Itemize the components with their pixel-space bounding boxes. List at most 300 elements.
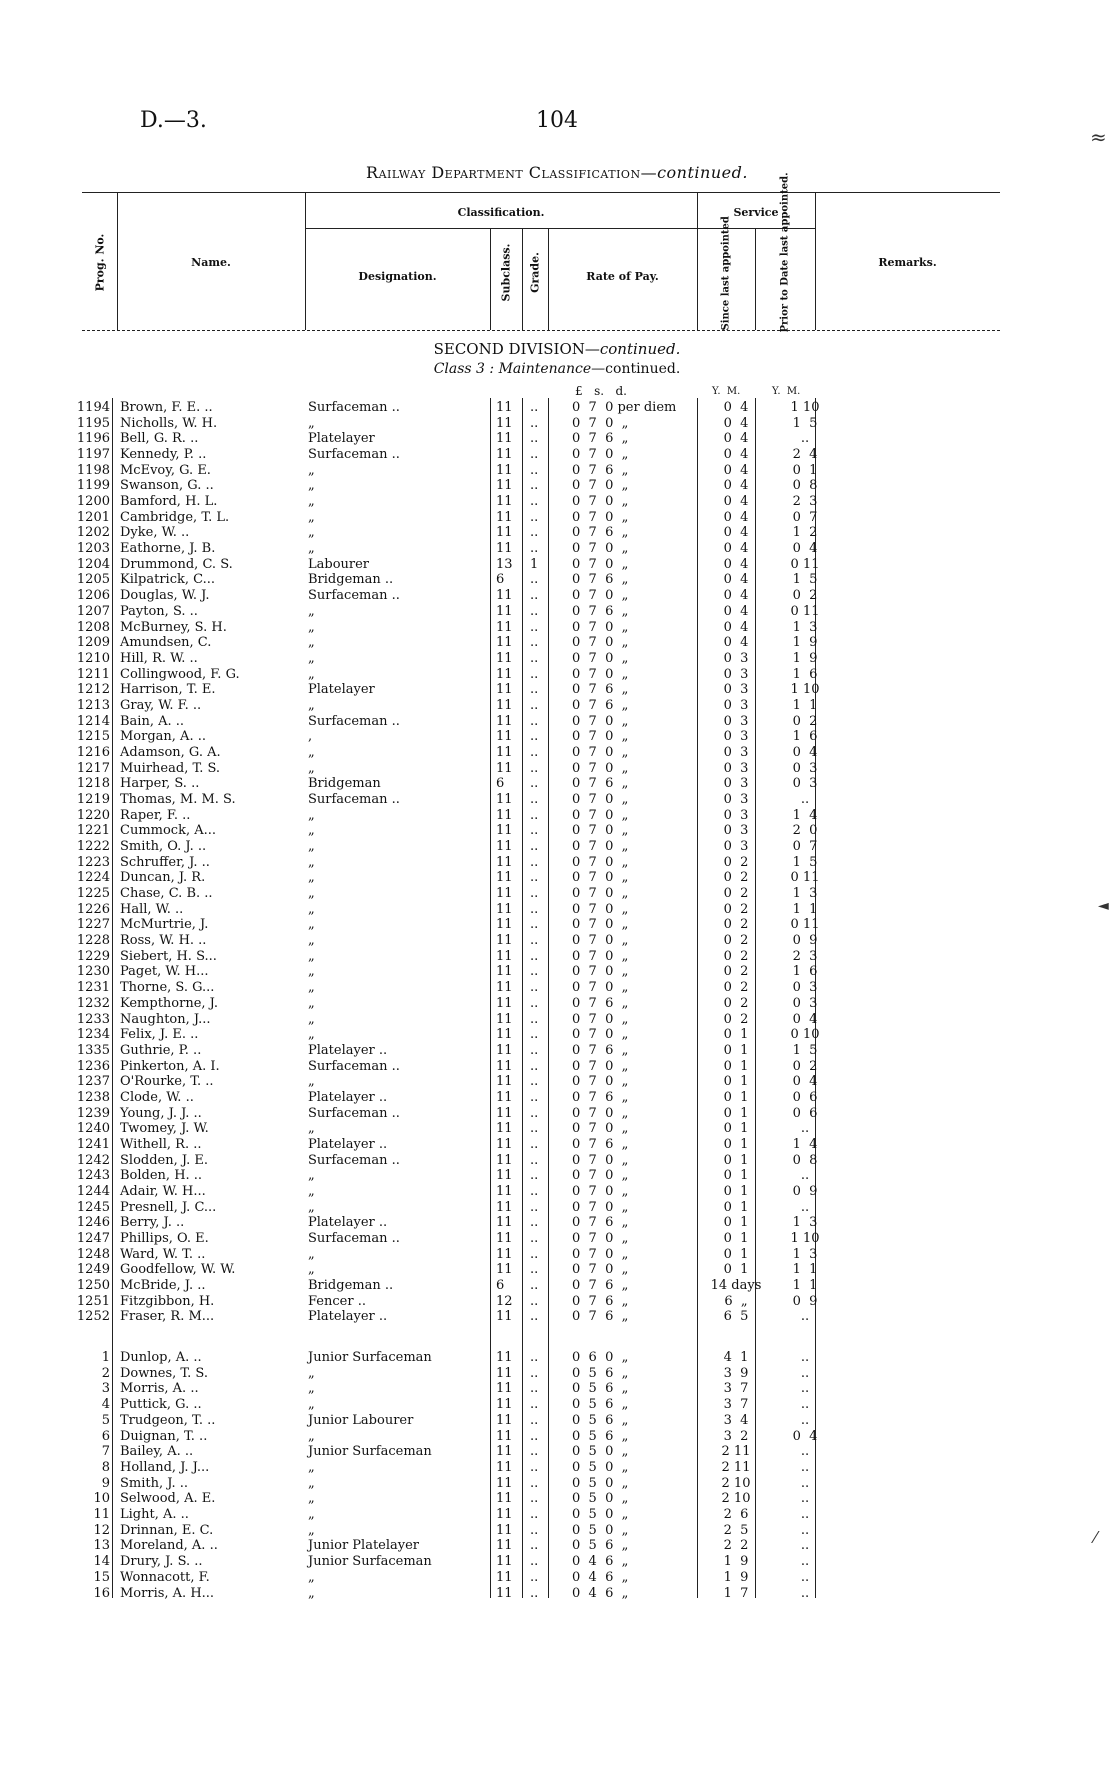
cell-subclass: 11 (496, 541, 513, 557)
table-row (0, 1247, 1114, 1262)
cell-prog-no: 1246 (76, 1215, 110, 1231)
cell-service-since: 1 9 (723, 1569, 749, 1585)
cell-subclass: 11 (496, 1491, 513, 1507)
cell-prog-no: 1232 (76, 995, 110, 1011)
cell-subclass: 11 (496, 792, 513, 807)
cell-designation: „ (308, 1027, 315, 1043)
cell-rate-of-pay: 0 7 0 „ (572, 447, 629, 463)
cell-prog-no: 16 (93, 1585, 110, 1601)
table-row (0, 478, 1114, 493)
cell-designation: „ (308, 1475, 315, 1491)
cell-service-since: 0 4 (723, 415, 749, 431)
cell-service-since: 0 4 (723, 525, 749, 541)
table-row (0, 980, 1114, 995)
classification-rule (305, 228, 697, 229)
cell-name: Goodfellow, W. W. (120, 1262, 236, 1278)
cell-rate-of-pay: 0 7 0 „ (572, 933, 629, 949)
cell-service-since: 0 1 (723, 1262, 749, 1278)
cell-prog-no: 1220 (76, 807, 110, 823)
cell-rate-of-pay: 0 7 6 „ (572, 603, 629, 619)
cell-prog-no: 1238 (76, 1089, 110, 1105)
cell-service-prior: .. (800, 431, 810, 447)
cell-designation: Junior Surfaceman (308, 1554, 432, 1570)
cell-subclass: 11 (496, 1027, 513, 1043)
cell-rate-of-pay: 0 7 0 „ (572, 729, 629, 745)
cell-service-since: 0 1 (723, 1074, 749, 1090)
cell-name: Berry, J. .. (120, 1215, 185, 1231)
cell-grade: .. (530, 1278, 539, 1294)
cell-rate-of-pay: 0 7 0 „ (572, 1199, 629, 1215)
cell-rate-of-pay: 0 5 0 „ (572, 1459, 629, 1475)
cell-rate-of-pay: 0 7 0 „ (572, 478, 629, 494)
cell-grade: .. (530, 1152, 539, 1168)
cell-service-since: 2 2 (723, 1538, 749, 1554)
cell-service-prior: 1 5 (792, 1042, 818, 1058)
cell-service-prior: 0 3 (792, 776, 818, 792)
cell-designation: Junior Surfaceman (308, 1444, 432, 1460)
cell-designation: „ (308, 1168, 315, 1184)
table-row (0, 1215, 1114, 1230)
cell-rate-of-pay: 0 7 0 „ (572, 415, 629, 431)
table-row (0, 635, 1114, 650)
title-main: Railway Department Classification— (366, 163, 658, 182)
cell-name: Wonnacott, F. (120, 1569, 210, 1585)
cell-designation: „ (308, 1381, 315, 1397)
cell-subclass: 11 (496, 933, 513, 949)
cell-designation: Labourer (308, 556, 370, 572)
cell-designation: „ (308, 980, 315, 996)
cell-rate-of-pay: 0 7 6 „ (572, 525, 629, 541)
cell-name: Cummock, A... (120, 823, 217, 839)
cell-subclass: 11 (496, 494, 513, 510)
cell-service-prior: 1 4 (792, 807, 818, 823)
cell-service-prior: 1 4 (792, 1136, 818, 1152)
cell-name: Morgan, A. .. (120, 729, 206, 745)
cell-prog-no: 1216 (76, 744, 110, 760)
cell-name: Amundsen, C. (120, 635, 212, 651)
cell-service-prior: 1 6 (792, 964, 818, 980)
cell-grade: .. (530, 682, 539, 698)
table-row (0, 1366, 1114, 1381)
cell-grade: .. (530, 650, 539, 666)
cell-service-since: 1 9 (723, 1554, 749, 1570)
cell-rate-of-pay: 0 7 0 „ (572, 807, 629, 823)
cell-rate-of-pay: 0 7 0 „ (572, 854, 629, 870)
cell-designation: Surfaceman .. (308, 1152, 400, 1168)
table-row (0, 651, 1114, 666)
cell-designation: „ (308, 886, 315, 902)
cell-subclass: 11 (496, 729, 513, 745)
cell-subclass: 11 (496, 447, 513, 463)
cell-name: Selwood, A. E. (120, 1491, 216, 1507)
cell-prog-no: 1 (101, 1350, 110, 1365)
cell-grade: .. (530, 807, 539, 823)
cell-designation: „ (308, 1246, 315, 1262)
cell-service-since: 0 1 (723, 1105, 749, 1121)
table-row (0, 1074, 1114, 1089)
cell-name: Fraser, R. M... (120, 1309, 215, 1325)
cell-service-prior: 0 7 (792, 509, 818, 525)
table-row (0, 1309, 1114, 1324)
cell-service-since: 0 1 (723, 1058, 749, 1074)
cell-grade: .. (530, 1262, 539, 1278)
cell-rate-of-pay: 0 7 6 „ (572, 1042, 629, 1058)
cell-name: Holland, J. J... (120, 1459, 210, 1475)
cell-designation: „ (308, 744, 315, 760)
cell-service-prior: 1 10 (790, 682, 820, 698)
cell-rate-of-pay: 0 7 6 „ (572, 1278, 629, 1294)
page-title (0, 163, 1114, 182)
cell-service-prior: 0 9 (792, 1184, 818, 1199)
table-row (0, 776, 1114, 791)
cell-service-since: 0 4 (723, 400, 749, 415)
header-top-rule (82, 192, 1000, 193)
cell-designation: Junior Surfaceman (308, 1350, 432, 1365)
cell-name: Harrison, T. E. (120, 682, 216, 698)
cell-service-prior: 0 9 (792, 1293, 818, 1309)
cell-designation: „ (308, 901, 315, 917)
cell-rate-of-pay: 0 5 0 „ (572, 1475, 629, 1491)
cell-name: Phillips, O. E. (120, 1231, 209, 1247)
cell-rate-of-pay: 0 7 6 „ (572, 1293, 629, 1309)
cell-service-prior: 0 7 (792, 839, 818, 855)
cell-rate-of-pay: 0 7 0 „ (572, 980, 629, 996)
division-label: SECOND DIVISION— (433, 340, 600, 358)
cell-service-prior: 1 9 (792, 650, 818, 666)
cell-subclass: 11 (496, 415, 513, 431)
cell-prog-no: 1204 (76, 556, 110, 572)
cell-grade: .. (530, 1522, 539, 1538)
cell-name: Raper, F. .. (120, 807, 191, 823)
cell-name: Adamson, G. A. (120, 744, 221, 760)
cell-service-since: 0 4 (723, 588, 749, 604)
cell-rate-of-pay: 0 7 6 „ (572, 1136, 629, 1152)
cell-designation: „ (308, 1184, 315, 1199)
cell-grade: .. (530, 494, 539, 510)
cell-designation: „ (308, 494, 315, 510)
cell-name: Schruffer, J. .. (120, 854, 210, 870)
cell-service-since: 2 11 (721, 1459, 751, 1475)
cell-rate-of-pay: 0 7 0 „ (572, 760, 629, 776)
cell-service-prior: 0 1 (792, 462, 818, 478)
cell-subclass: 11 (496, 1507, 513, 1522)
cell-name: Smith, O. J. .. (120, 839, 207, 855)
cell-service-prior: 0 11 (790, 556, 820, 572)
table-row (0, 1121, 1114, 1136)
cell-name: McEvoy, G. E. (120, 462, 211, 478)
cell-service-prior: 0 6 (792, 1105, 818, 1121)
margin-mark-low: ⁄ (1094, 1528, 1097, 1547)
table-row (0, 667, 1114, 682)
service-units-prior: Y. M. (772, 386, 801, 397)
table-row (0, 416, 1114, 431)
cell-prog-no: 1247 (76, 1231, 110, 1247)
cell-subclass: 11 (496, 1412, 513, 1428)
cell-service-prior: 0 10 (790, 1027, 820, 1043)
cell-service-prior: 1 3 (792, 1215, 818, 1231)
class-continued: continued. (605, 361, 681, 377)
cell-rate-of-pay: 0 7 6 „ (572, 572, 629, 588)
cell-prog-no: 1219 (76, 792, 110, 807)
cell-service-since: 0 4 (723, 462, 749, 478)
cell-grade: .. (530, 1365, 539, 1381)
cell-grade: .. (530, 1027, 539, 1043)
cell-name: O'Rourke, T. .. (120, 1074, 214, 1090)
cell-service-prior: .. (800, 1522, 810, 1538)
cell-service-prior: .. (800, 1412, 810, 1428)
table-row (0, 557, 1114, 572)
cell-service-since: 0 2 (723, 980, 749, 996)
cell-rate-of-pay: 0 7 0 „ (572, 823, 629, 839)
cell-name: Slodden, J. E. (120, 1152, 208, 1168)
cell-grade: .. (530, 744, 539, 760)
cell-prog-no: 8 (101, 1459, 110, 1475)
cell-prog-no: 1203 (76, 541, 110, 557)
cell-designation: Platelayer .. (308, 1215, 388, 1231)
table-row (0, 729, 1114, 744)
cell-subclass: 11 (496, 1199, 513, 1215)
cell-rate-of-pay: 0 7 0 „ (572, 792, 629, 807)
cell-grade: .. (530, 1397, 539, 1413)
cell-name: Chase, C. B. .. (120, 886, 213, 902)
cell-rate-of-pay: 0 7 0 „ (572, 1262, 629, 1278)
cell-service-since: 1 7 (723, 1585, 749, 1601)
table-row (0, 604, 1114, 619)
cell-designation: „ (308, 666, 315, 682)
cell-grade: .. (530, 666, 539, 682)
table-row (0, 761, 1114, 776)
cell-prog-no: 3 (101, 1381, 110, 1397)
table-row (0, 620, 1114, 635)
cell-grade: .. (530, 478, 539, 494)
cell-name: Bolden, H. .. (120, 1168, 203, 1184)
cell-subclass: 11 (496, 525, 513, 541)
cell-subclass: 11 (496, 1184, 513, 1199)
cell-subclass: 13 (496, 556, 513, 572)
cell-designation: „ (308, 1011, 315, 1027)
table-row (0, 1523, 1114, 1538)
cell-subclass: 11 (496, 697, 513, 713)
cell-grade: .. (530, 400, 539, 415)
cell-service-prior: 0 11 (790, 917, 820, 933)
table-row (0, 1059, 1114, 1074)
cell-grade: .. (530, 823, 539, 839)
cell-subclass: 11 (496, 431, 513, 447)
table-row (0, 510, 1114, 525)
cell-service-prior: 0 4 (792, 1011, 818, 1027)
cell-service-prior: .. (800, 1507, 810, 1522)
cell-name: Twomey, J. W. (120, 1121, 209, 1137)
cell-grade: .. (530, 933, 539, 949)
cell-subclass: 11 (496, 1105, 513, 1121)
cell-service-prior: 1 10 (790, 1231, 820, 1247)
cell-designation: „ (308, 541, 315, 557)
cell-service-prior: 0 11 (790, 603, 820, 619)
cell-service-prior: 2 4 (792, 447, 818, 463)
cell-service-prior: 1 9 (792, 635, 818, 651)
page-number: 104 (536, 108, 578, 133)
table-row (0, 682, 1114, 697)
cell-prog-no: 7 (101, 1444, 110, 1460)
cell-subclass: 11 (496, 1215, 513, 1231)
cell-designation: „ (308, 1491, 315, 1507)
cell-service-since: 3 9 (723, 1365, 749, 1381)
cell-subclass: 11 (496, 1058, 513, 1074)
cell-prog-no: 1225 (76, 886, 110, 902)
cell-rate-of-pay: 0 7 0 „ (572, 1184, 629, 1199)
cell-name: Paget, W. H... (120, 964, 209, 980)
cell-service-since: 0 4 (723, 509, 749, 525)
cell-subclass: 11 (496, 1246, 513, 1262)
cell-rate-of-pay: 0 7 0 „ (572, 1058, 629, 1074)
cell-prog-no: 1199 (76, 478, 110, 494)
cell-service-since: 0 4 (723, 556, 749, 572)
cell-name: Dunlop, A. .. (120, 1350, 202, 1365)
cell-designation: „ (308, 964, 315, 980)
cell-designation: Surfaceman .. (308, 1105, 400, 1121)
cell-prog-no: 1208 (76, 619, 110, 635)
cell-service-prior: .. (800, 1168, 810, 1184)
cell-service-since: 0 2 (723, 901, 749, 917)
cell-rate-of-pay: 0 7 0 „ (572, 1074, 629, 1090)
cell-service-since: 0 4 (723, 619, 749, 635)
cell-grade: .. (530, 603, 539, 619)
table-row (0, 1429, 1114, 1444)
cell-prog-no: 1207 (76, 603, 110, 619)
cell-name: Douglas, W. J. (120, 588, 210, 604)
cell-subclass: 11 (496, 1554, 513, 1570)
cell-rate-of-pay: 0 7 6 „ (572, 1089, 629, 1105)
cell-subclass: 11 (496, 823, 513, 839)
cell-grade: 1 (530, 556, 539, 572)
cell-service-since: 3 4 (723, 1412, 749, 1428)
cell-grade: .. (530, 635, 539, 651)
cell-service-prior: 1 1 (792, 1278, 818, 1294)
table-row (0, 1090, 1114, 1105)
cell-service-since: 0 4 (723, 572, 749, 588)
table-row (0, 588, 1114, 603)
cell-service-since: 0 2 (723, 948, 749, 964)
cell-grade: .. (530, 1350, 539, 1365)
cell-designation: , (308, 729, 313, 745)
cell-name: Cambridge, T. L. (120, 509, 230, 525)
cell-rate-of-pay: 0 7 0 „ (572, 1246, 629, 1262)
cell-prog-no: 1206 (76, 588, 110, 604)
cell-rate-of-pay: 0 7 0 „ (572, 948, 629, 964)
cell-rate-of-pay: 0 7 0 per diem (572, 400, 677, 415)
cell-name: Swanson, G. .. (120, 478, 214, 494)
cell-subclass: 11 (496, 760, 513, 776)
cell-rate-of-pay: 0 5 0 „ (572, 1444, 629, 1460)
cell-name: Thorne, S. G... (120, 980, 215, 996)
cell-service-since: 3 7 (723, 1397, 749, 1413)
cell-grade: .. (530, 1105, 539, 1121)
cell-prog-no: 14 (93, 1554, 110, 1570)
table-row (0, 1262, 1114, 1277)
cell-prog-no: 1244 (76, 1184, 110, 1199)
cell-designation: Bridgeman .. (308, 1278, 394, 1294)
cell-prog-no: 1240 (76, 1121, 110, 1137)
cell-subclass: 11 (496, 1262, 513, 1278)
cell-service-since: 0 2 (723, 933, 749, 949)
cell-designation: Surfaceman .. (308, 588, 400, 604)
table-row (0, 792, 1114, 807)
cell-service-since: 0 1 (723, 1199, 749, 1215)
cell-service-prior: .. (800, 1475, 810, 1491)
cell-prog-no: 1214 (76, 713, 110, 729)
cell-grade: .. (530, 415, 539, 431)
cell-rate-of-pay: 0 7 0 „ (572, 635, 629, 651)
division-continued: continued. (599, 340, 681, 358)
cell-prog-no: 11 (93, 1507, 110, 1522)
cell-prog-no: 1233 (76, 1011, 110, 1027)
cell-subclass: 11 (496, 713, 513, 729)
cell-subclass: 11 (496, 1168, 513, 1184)
table-row (0, 933, 1114, 948)
cell-service-since: 0 3 (723, 666, 749, 682)
cell-rate-of-pay: 0 7 0 „ (572, 588, 629, 604)
cell-service-since: 0 4 (723, 478, 749, 494)
cell-designation: Platelayer .. (308, 1089, 388, 1105)
cell-subclass: 11 (496, 839, 513, 855)
service-rule (697, 228, 815, 229)
cell-rate-of-pay: 0 7 0 „ (572, 964, 629, 980)
cell-name: Brown, F. E. .. (120, 400, 213, 415)
margin-mark-mid: ◄ (1098, 898, 1109, 914)
cell-service-since: 0 1 (723, 1246, 749, 1262)
table-row (0, 839, 1114, 854)
cell-service-since: 0 3 (723, 839, 749, 855)
cell-service-since: 4 1 (723, 1350, 749, 1365)
table-row (0, 541, 1114, 556)
cell-prog-no: 1213 (76, 697, 110, 713)
cell-subclass: 11 (496, 886, 513, 902)
cell-prog-no: 1226 (76, 901, 110, 917)
cell-service-since: 0 3 (723, 823, 749, 839)
cell-designation: „ (308, 1397, 315, 1413)
cell-grade: .. (530, 1074, 539, 1090)
cell-name: Trudgeon, T. .. (120, 1412, 216, 1428)
cell-service-since: 0 1 (723, 1027, 749, 1043)
cell-service-prior: .. (800, 1444, 810, 1460)
table-row (0, 1012, 1114, 1027)
cell-prog-no: 1211 (76, 666, 110, 682)
col-designation: Designation. (358, 270, 437, 283)
table-row (0, 823, 1114, 838)
cell-grade: .. (530, 1569, 539, 1585)
cell-rate-of-pay: 0 7 0 „ (572, 1152, 629, 1168)
table-row (0, 572, 1114, 587)
cell-name: Collingwood, F. G. (120, 666, 240, 682)
cell-service-prior: 0 2 (792, 588, 818, 604)
table-row (0, 855, 1114, 870)
cell-name: McBride, J. .. (120, 1278, 206, 1294)
cell-designation: „ (308, 933, 315, 949)
cell-prog-no: 1251 (76, 1293, 110, 1309)
cell-designation: „ (308, 509, 315, 525)
cell-service-prior: .. (800, 1199, 810, 1215)
cell-service-prior: 0 3 (792, 980, 818, 996)
cell-designation: „ (308, 854, 315, 870)
cell-name: Guthrie, P. .. (120, 1042, 202, 1058)
cell-service-prior: 0 6 (792, 1089, 818, 1105)
cell-rate-of-pay: 0 7 0 „ (572, 619, 629, 635)
division-heading (0, 340, 1114, 358)
cell-rate-of-pay: 0 4 6 „ (572, 1585, 629, 1601)
table-row (0, 698, 1114, 713)
cell-subclass: 11 (496, 462, 513, 478)
table-row (0, 1507, 1114, 1522)
